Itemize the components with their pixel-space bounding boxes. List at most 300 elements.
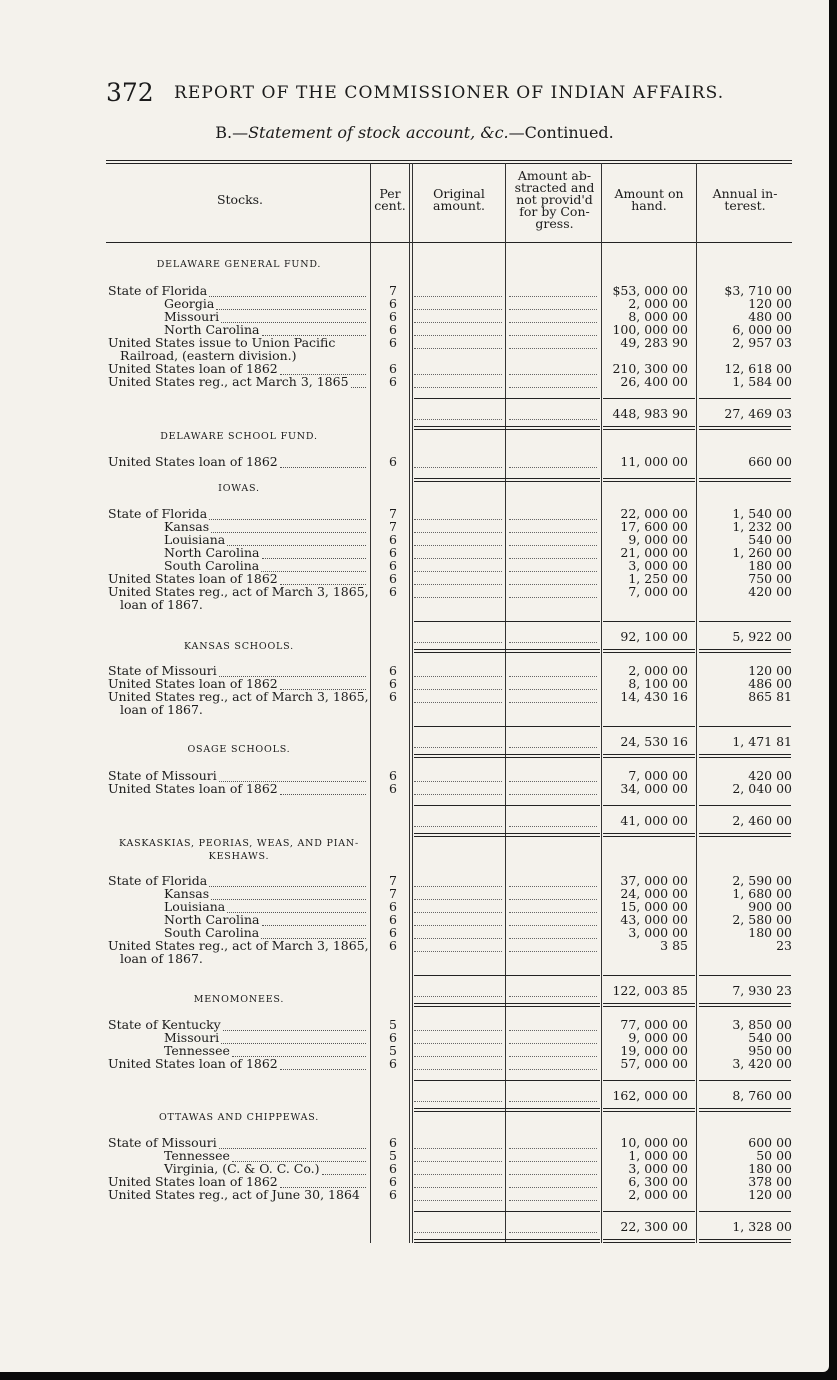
total-amount-on-hand: 92, 100 00 — [620, 629, 688, 644]
total-row — [0, 814, 829, 827]
abstracted-amount-empty — [509, 546, 597, 559]
stock-name: North Carolina — [164, 322, 260, 337]
col-header-original-amount: Original amount. — [433, 186, 485, 213]
abstracted-amount-empty — [509, 284, 597, 297]
abstracted-amount-empty — [509, 900, 597, 913]
total-rule-bottom — [603, 757, 695, 758]
stock-name: United States reg., act of March 3, 1865, — [108, 938, 369, 953]
original-amount-empty — [414, 1149, 502, 1162]
annual-interest: 2, 957 03 — [732, 335, 792, 350]
annual-interest: 660 00 — [748, 454, 792, 469]
abstracted-amount-empty — [509, 1136, 597, 1149]
original-amount-empty — [414, 782, 502, 795]
table-row — [0, 1149, 829, 1162]
total-rule-top — [414, 805, 600, 806]
total-rule-bottom — [603, 1108, 695, 1109]
amount-on-hand: 21, 000 00 — [620, 545, 688, 560]
annual-interest: 540 00 — [748, 532, 792, 547]
per-cent-value: 6 — [389, 676, 397, 691]
annual-interest: 120 00 — [748, 663, 792, 678]
amount-on-hand: 11, 000 00 — [620, 454, 688, 469]
abstracted-amount-empty — [509, 939, 597, 952]
original-amount-empty — [414, 375, 502, 388]
total-rule-top — [603, 805, 695, 806]
original-amount-empty — [414, 1175, 502, 1188]
annual-interest: 50 00 — [756, 1148, 792, 1163]
col-header-per-cent: Per cent. — [374, 186, 406, 213]
total-rule-bottom — [699, 833, 791, 834]
table-title-prefix: B.— — [215, 123, 249, 142]
per-cent-value: 7 — [389, 873, 397, 888]
original-amount-empty — [414, 1018, 502, 1031]
leader-dots — [351, 375, 366, 388]
annual-interest: 120 00 — [748, 1187, 792, 1202]
total-rule-bottom — [414, 1242, 600, 1243]
table-top-rule-2 — [106, 163, 792, 164]
total-rule-top — [699, 398, 791, 399]
total-rule-top — [603, 621, 695, 622]
original-amount-empty — [414, 814, 502, 827]
table-row — [0, 520, 829, 533]
abstracted-amount-empty — [509, 1162, 597, 1175]
leader-dots — [280, 455, 366, 468]
per-cent-value: 6 — [389, 584, 397, 599]
table-row — [0, 507, 829, 520]
original-amount-empty — [414, 735, 502, 748]
total-amount-on-hand: 122, 003 85 — [612, 983, 688, 998]
stock-name: State of Missouri — [108, 768, 217, 783]
per-cent-value: 6 — [389, 374, 397, 389]
table-row — [0, 375, 829, 388]
stock-name: Georgia — [164, 296, 215, 311]
section-title: IOWAS. — [218, 483, 260, 494]
original-amount-empty — [414, 984, 502, 997]
abstracted-amount-empty — [509, 1149, 597, 1162]
annual-interest: 1, 680 00 — [732, 886, 792, 901]
original-amount-empty — [414, 1057, 502, 1070]
abstracted-amount-empty — [509, 336, 597, 349]
original-amount-empty — [414, 559, 502, 572]
per-cent-value: 6 — [389, 1161, 397, 1176]
section-end-rule — [699, 478, 791, 479]
annual-interest: 2, 040 00 — [732, 781, 792, 796]
annual-interest: 23 — [776, 938, 792, 953]
amount-on-hand: 17, 600 00 — [620, 519, 688, 534]
total-rule-bottom — [414, 649, 600, 650]
annual-interest: 12, 618 00 — [724, 361, 792, 376]
original-amount-empty — [414, 297, 502, 310]
section-end-rule — [414, 478, 600, 479]
per-cent-value: 6 — [389, 309, 397, 324]
annual-interest: 950 00 — [748, 1043, 792, 1058]
per-cent-value: 6 — [389, 1030, 397, 1045]
amount-on-hand: 1, 000 00 — [628, 1148, 688, 1163]
total-rule-bottom — [603, 429, 695, 430]
total-rule-bottom — [414, 833, 600, 834]
stock-name: Louisiana — [164, 899, 226, 914]
abstracted-amount-empty — [509, 769, 597, 782]
abstracted-amount-empty — [509, 585, 597, 598]
table-title — [0, 123, 829, 142]
annual-interest: 486 00 — [748, 676, 792, 691]
total-rule-bottom — [414, 429, 600, 430]
abstracted-amount-empty — [509, 455, 597, 468]
abstracted-amount-empty — [509, 375, 597, 388]
total-rule-top — [603, 398, 695, 399]
per-cent-value: 6 — [389, 768, 397, 783]
total-rule-top — [603, 1080, 695, 1081]
total-rule-bottom — [699, 1239, 791, 1240]
per-cent-value: 6 — [389, 925, 397, 940]
stock-name: State of Florida — [108, 506, 208, 521]
total-rule-bottom — [699, 429, 791, 430]
stock-name: South Carolina — [164, 558, 260, 573]
abstracted-amount-empty — [509, 1057, 597, 1070]
amount-on-hand: 37, 000 00 — [620, 873, 688, 888]
annual-interest: 6, 000 00 — [732, 322, 792, 337]
table-row — [0, 1057, 829, 1070]
amount-on-hand: 2, 000 00 — [628, 1187, 688, 1202]
per-cent-value: 7 — [389, 886, 397, 901]
col-header-annual-interest: Annual in- terest. — [712, 186, 778, 213]
per-cent-value: 7 — [389, 283, 397, 298]
stock-name: United States loan of 1862 — [108, 781, 278, 796]
stock-name: United States loan of 1862 — [108, 1174, 278, 1189]
table-row — [0, 782, 829, 795]
amount-on-hand: 2, 000 00 — [628, 296, 688, 311]
annual-interest: 420 00 — [748, 768, 792, 783]
annual-interest: 750 00 — [748, 571, 792, 586]
total-rule-top — [699, 1211, 791, 1212]
col-header-amount-abstracted: Amount ab- stracted and not provid'd for by Con- gress. — [514, 168, 595, 231]
leader-dots — [219, 1136, 366, 1149]
stock-name: United States loan of 1862 — [108, 361, 278, 376]
abstracted-amount-empty — [509, 507, 597, 520]
amount-on-hand: 9, 000 00 — [628, 1030, 688, 1045]
leader-dots — [216, 297, 366, 310]
annual-interest: 480 00 — [748, 309, 792, 324]
abstracted-amount-empty — [509, 520, 597, 533]
stock-name: United States reg., act of March 3, 1865, — [108, 584, 369, 599]
section-title: DELAWARE GENERAL FUND. — [156, 259, 322, 270]
amount-on-hand: 3, 000 00 — [628, 1161, 688, 1176]
stock-name-continuation: loan of 1867. — [120, 702, 203, 717]
total-rule-bottom — [414, 426, 600, 427]
abstracted-amount-empty — [509, 913, 597, 926]
annual-interest: 420 00 — [748, 584, 792, 599]
stock-name: Louisiana — [164, 532, 226, 547]
stock-name: United States loan of 1862 — [108, 454, 278, 469]
table-row — [0, 546, 829, 559]
total-amount-on-hand: 24, 530 16 — [620, 734, 688, 749]
total-annual-interest: 5, 922 00 — [732, 629, 792, 644]
annual-interest: 1, 260 00 — [732, 545, 792, 560]
stock-name: United States reg., act of June 30, 1864 — [108, 1187, 360, 1202]
original-amount-empty — [414, 1188, 502, 1201]
table-row — [0, 1136, 829, 1149]
annual-interest: 2, 580 00 — [732, 912, 792, 927]
total-rule-bottom — [414, 1003, 600, 1004]
annual-interest: 540 00 — [748, 1030, 792, 1045]
stock-name: State of Kentucky — [108, 1017, 221, 1032]
table-row — [0, 455, 829, 468]
original-amount-empty — [414, 900, 502, 913]
per-cent-value: 6 — [389, 454, 397, 469]
table-row — [0, 1018, 829, 1031]
amount-on-hand: 7, 000 00 — [628, 584, 688, 599]
table-row — [0, 887, 829, 900]
total-rule-bottom — [699, 1242, 791, 1243]
total-rule-top — [414, 975, 600, 976]
original-amount-empty — [414, 690, 502, 703]
total-rule-top — [699, 726, 791, 727]
original-amount-empty — [414, 1162, 502, 1175]
abstracted-amount-empty — [509, 1175, 597, 1188]
leader-dots — [209, 507, 366, 520]
table-title-suffix: —Continued. — [508, 123, 614, 142]
abstracted-amount-empty — [509, 362, 597, 375]
total-rule-bottom — [414, 757, 600, 758]
annual-interest: 180 00 — [748, 1161, 792, 1176]
table-row — [0, 533, 829, 546]
per-cent-value: 6 — [389, 545, 397, 560]
section-title: MENOMONEES. — [193, 994, 285, 1005]
original-amount-empty — [414, 874, 502, 887]
amount-on-hand: 43, 000 00 — [620, 912, 688, 927]
original-amount-empty — [414, 284, 502, 297]
amount-on-hand: 9, 000 00 — [628, 532, 688, 547]
abstracted-amount-empty — [509, 887, 597, 900]
original-amount-empty — [414, 533, 502, 546]
amount-on-hand: 8, 000 00 — [628, 309, 688, 324]
abstracted-amount-empty — [509, 559, 597, 572]
original-amount-empty — [414, 546, 502, 559]
per-cent-value: 5 — [389, 1017, 397, 1032]
stock-name-continuation: loan of 1867. — [120, 951, 203, 966]
total-rule-top — [699, 621, 791, 622]
per-cent-value: 6 — [389, 1056, 397, 1071]
leader-dots — [262, 546, 366, 559]
original-amount-empty — [414, 913, 502, 926]
total-rule-bottom — [414, 1006, 600, 1007]
stock-name: Kansas — [164, 519, 210, 534]
total-rule-bottom — [603, 836, 695, 837]
total-amount-on-hand: 162, 000 00 — [612, 1088, 688, 1103]
stock-name: Kansas — [164, 886, 210, 901]
abstracted-amount-empty — [509, 1044, 597, 1057]
table-row — [0, 900, 829, 913]
per-cent-value: 6 — [389, 361, 397, 376]
total-rule-bottom — [603, 1111, 695, 1112]
leader-dots — [221, 1031, 366, 1044]
per-cent-value: 6 — [389, 912, 397, 927]
section-title: OTTAWAS AND CHIPPEWAS. — [158, 1112, 320, 1123]
per-cent-value: 6 — [389, 296, 397, 311]
amount-on-hand: 24, 000 00 — [620, 886, 688, 901]
annual-interest: 3, 420 00 — [732, 1056, 792, 1071]
total-rule-bottom — [603, 1003, 695, 1004]
amount-on-hand: 34, 000 00 — [620, 781, 688, 796]
abstracted-amount-empty — [509, 323, 597, 336]
per-cent-value: 7 — [389, 506, 397, 521]
abstracted-amount-empty — [509, 814, 597, 827]
amount-on-hand: $53, 000 00 — [612, 283, 688, 298]
table-row — [0, 1188, 829, 1201]
annual-interest: 1, 232 00 — [732, 519, 792, 534]
abstracted-amount-empty — [509, 630, 597, 643]
amount-on-hand: 6, 300 00 — [628, 1174, 688, 1189]
stock-name: United States reg., act of March 3, 1865, — [108, 689, 369, 704]
total-rule-top — [699, 805, 791, 806]
amount-on-hand: 7, 000 00 — [628, 768, 688, 783]
amount-on-hand: 15, 000 00 — [620, 899, 688, 914]
original-amount-empty — [414, 939, 502, 952]
total-rule-bottom — [699, 1108, 791, 1109]
abstracted-amount-empty — [509, 1089, 597, 1102]
per-cent-value: 6 — [389, 1187, 397, 1202]
annual-interest: 1, 584 00 — [732, 374, 792, 389]
stock-name: United States reg., act March 3, 1865 — [108, 374, 349, 389]
section-end-rule — [603, 481, 695, 482]
annual-interest: 3, 850 00 — [732, 1017, 792, 1032]
original-amount-empty — [414, 507, 502, 520]
section-title: DELAWARE SCHOOL FUND. — [160, 431, 318, 442]
total-annual-interest: 27, 469 03 — [724, 406, 792, 421]
section-title: KASKASKIAS, PEORIAS, WEAS, AND PIAN- KESHAWS. — [118, 838, 360, 862]
leader-dots — [280, 782, 366, 795]
per-cent-value: 6 — [389, 689, 397, 704]
stock-name: United States loan of 1862 — [108, 1056, 278, 1071]
amount-on-hand: 8, 100 00 — [628, 676, 688, 691]
total-rule-bottom — [699, 1111, 791, 1112]
total-rule-bottom — [414, 1239, 600, 1240]
amount-on-hand: 2, 000 00 — [628, 663, 688, 678]
total-rule-top — [414, 1211, 600, 1212]
total-rule-bottom — [699, 652, 791, 653]
total-rule-bottom — [699, 1003, 791, 1004]
original-amount-empty — [414, 585, 502, 598]
total-annual-interest: 7, 930 23 — [732, 983, 792, 998]
leader-dots — [211, 520, 366, 533]
abstracted-amount-empty — [509, 572, 597, 585]
leader-dots — [223, 1018, 366, 1031]
total-rule-top — [699, 1080, 791, 1081]
stock-name: United States loan of 1862 — [108, 676, 278, 691]
stock-name-continuation: Railroad, (eastern division.) — [120, 348, 297, 363]
section-end-rule — [699, 481, 791, 482]
total-rule-bottom — [603, 652, 695, 653]
stock-name: Tennessee — [164, 1148, 230, 1163]
total-row — [0, 1220, 829, 1233]
amount-on-hand: 100, 000 00 — [612, 322, 688, 337]
per-cent-value: 6 — [389, 781, 397, 796]
per-cent-value: 6 — [389, 571, 397, 586]
per-cent-value: 6 — [389, 899, 397, 914]
section-end-rule — [414, 481, 600, 482]
abstracted-amount-empty — [509, 926, 597, 939]
amount-on-hand: 3, 000 00 — [628, 925, 688, 940]
total-amount-on-hand: 22, 300 00 — [620, 1219, 688, 1234]
per-cent-value: 5 — [389, 1148, 397, 1163]
amount-on-hand: 1, 250 00 — [628, 571, 688, 586]
amount-on-hand: 26, 400 00 — [620, 374, 688, 389]
stock-name: Missouri — [164, 309, 220, 324]
per-cent-value: 6 — [389, 532, 397, 547]
total-rule-bottom — [414, 652, 600, 653]
abstracted-amount-empty — [509, 664, 597, 677]
total-annual-interest: 1, 328 00 — [732, 1219, 792, 1234]
original-amount-empty — [414, 520, 502, 533]
total-amount-on-hand: 41, 000 00 — [620, 813, 688, 828]
total-rule-top — [603, 975, 695, 976]
table-row — [0, 297, 829, 310]
original-amount-empty — [414, 310, 502, 323]
total-rule-bottom — [414, 754, 600, 755]
original-amount-empty — [414, 1136, 502, 1149]
per-cent-value: 6 — [389, 558, 397, 573]
abstracted-amount-empty — [509, 1188, 597, 1201]
stock-name: State of Missouri — [108, 1135, 217, 1150]
total-rule-top — [414, 726, 600, 727]
col-header-amount-on-hand: Amount on hand. — [614, 186, 684, 213]
leader-dots — [209, 874, 366, 887]
stock-name: Virginia, (C. & O. C. Co.) — [164, 1161, 320, 1176]
original-amount-empty — [414, 407, 502, 420]
table-title-italic: Statement of stock account, &c. — [248, 123, 509, 142]
abstracted-amount-empty — [509, 297, 597, 310]
original-amount-empty — [414, 1089, 502, 1102]
total-rule-bottom — [699, 754, 791, 755]
total-rule-bottom — [603, 1006, 695, 1007]
total-annual-interest: 8, 760 00 — [732, 1088, 792, 1103]
total-rule-top — [414, 398, 600, 399]
section-end-rule — [603, 478, 695, 479]
stock-name: State of Missouri — [108, 663, 217, 678]
total-rule-bottom — [603, 1239, 695, 1240]
per-cent-value: 6 — [389, 322, 397, 337]
abstracted-amount-empty — [509, 310, 597, 323]
table-row — [0, 284, 829, 297]
annual-interest: 180 00 — [748, 925, 792, 940]
total-amount-on-hand: 448, 983 90 — [612, 406, 688, 421]
amount-on-hand: 210, 300 00 — [612, 361, 688, 376]
annual-interest: 900 00 — [748, 899, 792, 914]
annual-interest: 120 00 — [748, 296, 792, 311]
running-title: REPORT OF THE COMMISSIONER OF INDIAN AFFAIRS. — [174, 83, 725, 103]
total-rule-bottom — [699, 649, 791, 650]
original-amount-empty — [414, 455, 502, 468]
amount-on-hand: 3, 000 00 — [628, 558, 688, 573]
section-title: OSAGE SCHOOLS. — [187, 744, 291, 755]
col-header-stocks: Stocks. — [216, 192, 264, 207]
total-annual-interest: 2, 460 00 — [732, 813, 792, 828]
table-row — [0, 874, 829, 887]
stock-name: State of Florida — [108, 873, 208, 888]
original-amount-empty — [414, 323, 502, 336]
original-amount-empty — [414, 630, 502, 643]
original-amount-empty — [414, 677, 502, 690]
abstracted-amount-empty — [509, 407, 597, 420]
amount-on-hand: 19, 000 00 — [620, 1043, 688, 1058]
annual-interest: 378 00 — [748, 1174, 792, 1189]
table-row — [0, 913, 829, 926]
total-rule-top — [699, 975, 791, 976]
original-amount-empty — [414, 572, 502, 585]
stock-name: United States loan of 1862 — [108, 571, 278, 586]
original-amount-empty — [414, 769, 502, 782]
abstracted-amount-empty — [509, 1018, 597, 1031]
stock-name: North Carolina — [164, 912, 260, 927]
